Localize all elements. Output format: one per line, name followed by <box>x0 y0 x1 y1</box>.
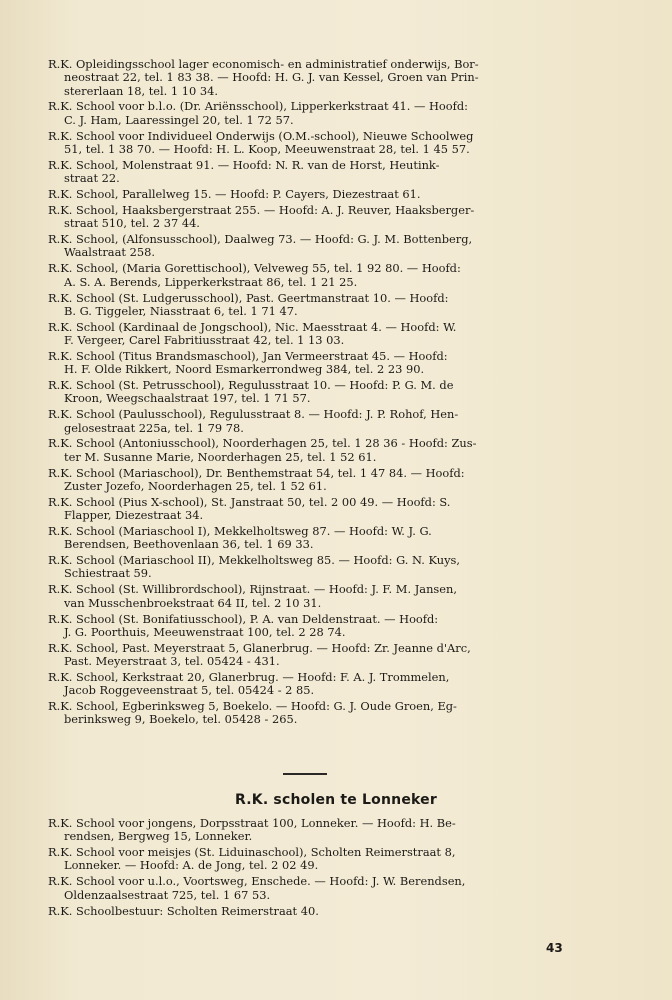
entry-line: R.K. School (Titus Brandsmaschool), Jan Vermeerstraat 45. — Hoofd: <box>48 348 448 363</box>
page-number: 43 <box>546 941 563 955</box>
school-entry <box>48 159 568 186</box>
entry-line: R.K. School, (Maria Gorettischool), Velveweg 55, tel. 1 92 80. — Hoofd: <box>48 261 461 276</box>
school-entry <box>48 817 568 844</box>
entry-line: ter M. Susanne Marie, Noorderhagen 25, tel. 1 52 61. <box>64 449 377 464</box>
entry-line: R.K. School (St. Willibrordschool), Rijnstraat. — Hoofd: J. F. M. Jansen, <box>48 582 457 597</box>
school-entry <box>48 58 568 98</box>
school-entry <box>48 130 568 157</box>
entry-line: R.K. School, Egberinksweg 5, Boekelo. — Hoofd: G. J. Oude Groen, Eg- <box>48 699 457 714</box>
entry-line: R.K. School (Mariaschool II), Mekkelholtsweg 85. — Hoofd: G. N. Kuys, <box>48 553 460 568</box>
entry-line: R.K. Opleidingsschool lager economisch- en administratief onderwijs, Bor- <box>48 57 479 71</box>
entry-line: R.K. Schoolbestuur: Scholten Reimerstraat 40. <box>48 903 319 918</box>
school-entry <box>48 321 568 348</box>
entry-line: R.K. School (Pius X-school), St. Janstraat 50, tel. 2 00 49. — Hoofd: S. <box>48 494 451 509</box>
entry-line: R.K. School (St. Bonifatiusschool), P. A. van Deldenstraat. — Hoofd: <box>48 611 439 626</box>
entry-line: A. S. A. Berends, Lipperkerkstraat 86, tel. 1 21 25. <box>64 274 358 289</box>
school-entry <box>48 292 568 319</box>
entry-line: Jacob Roggeveenstraat 5, tel. 05424 - 2 85. <box>64 683 315 698</box>
entry-line: F. Vergeer, Carel Fabritiusstraat 42, tel. 1 13 03. <box>64 332 345 347</box>
school-entry <box>48 700 568 727</box>
entry-line: H. F. Olde Rikkert, Noord Esmarkerrondweg 384, tel. 2 23 90. <box>64 362 425 377</box>
entry-line: Waalstraat 258. <box>64 245 155 260</box>
entry-line: R.K. School (Antoniusschool), Noorderhagen 25, tel. 1 28 36 - Hoofd: Zus- <box>48 436 477 451</box>
entry-line: R.K. School, Haaksbergerstraat 255. — Hoofd: A. J. Reuver, Haaksberger- <box>48 202 475 217</box>
entry-line: R.K. School voor Individueel Onderwijs (O.M.-school), Nieuwe Schoolweg <box>48 128 474 143</box>
entry-line: R.K. School voor u.l.o., Voortsweg, Enschede. — Hoofd: J. W. Berendsen, <box>48 874 466 889</box>
school-entry <box>48 262 568 289</box>
school-entry <box>48 583 568 610</box>
school-list-enschede <box>48 58 568 729</box>
entry-line: B. G. Tiggeler, Niasstraat 6, tel. 1 71 47. <box>64 303 298 318</box>
entry-line: Past. Meyerstraat 3, tel. 05424 - 431. <box>64 654 280 669</box>
school-entry <box>48 188 568 201</box>
entry-line: R.K. School, Parallelweg 15. — Hoofd: P. Cayers, Diezestraat 61. <box>48 187 421 202</box>
entry-line: van Musschenbroekstraat 64 II, tel. 2 10 31. <box>64 595 322 610</box>
entry-line: Kroon, Weegschaalstraat 197, tel. 1 71 57. <box>64 391 311 406</box>
entry-line: Oldenzaalsestraat 725, tel. 1 67 53. <box>64 887 271 902</box>
school-entry <box>48 905 568 918</box>
entry-line: R.K. School (St. Petrusschool), Regulusstraat 10. — Hoofd: P. G. M. de <box>48 378 454 393</box>
entry-line: neostraat 22, tel. 1 83 38. — Hoofd: H. G. J. van Kessel, Groen van Prin- <box>64 70 479 85</box>
school-entry <box>48 233 568 260</box>
entry-line: straat 510, tel. 2 37 44. <box>64 216 200 231</box>
entry-line: R.K. School (Paulusschool), Regulusstraat 8. — Hoofd: J. P. Rohof, Hen- <box>48 407 459 422</box>
school-entry <box>48 846 568 873</box>
school-entry <box>48 554 568 581</box>
school-entry <box>48 437 568 464</box>
school-entry <box>48 350 568 377</box>
school-entry <box>48 671 568 698</box>
school-entry <box>48 525 568 552</box>
entry-line: Lonneker. — Hoofd: A. de Jong, tel. 2 02 49. <box>64 858 319 873</box>
school-entry <box>48 467 568 494</box>
entry-line: R.K. School (Kardinaal de Jongschool), Nic. Maesstraat 4. — Hoofd: W. <box>48 319 457 334</box>
entry-line: C. J. Ham, Laaressingel 20, tel. 1 72 57. <box>64 112 294 127</box>
entry-line: R.K. School, (Alfonsusschool), Daalweg 73. — Hoofd: G. J. M. Bottenberg, <box>48 232 473 247</box>
entry-line: R.K. School voor jongens, Dorpsstraat 100, Lonneker. — Hoofd: H. Be- <box>48 816 456 830</box>
school-entry <box>48 642 568 669</box>
entry-line: R.K. School voor b.l.o. (Dr. Ariënsschool), Lipperkerkstraat 41. — Hoofd: <box>48 99 468 114</box>
entry-line: Schiestraat 59. <box>64 566 152 581</box>
entry-line: Flapper, Diezestraat 34. <box>64 508 204 523</box>
section-heading: R.K. scholen te Lonneker <box>235 792 437 808</box>
school-entry <box>48 496 568 523</box>
entry-line: R.K. School voor meisjes (St. Liduinaschool), Scholten Reimerstraat 8, <box>48 845 456 860</box>
entry-line: 51, tel. 1 38 70. — Hoofd: H. L. Koop, Meeuwenstraat 28, tel. 1 45 57. <box>64 141 470 156</box>
entry-line: R.K. School, Past. Meyerstraat 5, Glanerbrug. — Hoofd: Zr. Jeanne d'Arc, <box>48 640 471 655</box>
entry-line: R.K. School, Kerkstraat 20, Glanerbrug. — Hoofd: F. A. J. Trommelen, <box>48 669 450 684</box>
entry-line: stererlaan 18, tel. 1 10 34. <box>64 83 219 98</box>
entry-line: Berendsen, Beethovenlaan 36, tel. 1 69 33. <box>64 537 314 552</box>
entry-line: straat 22. <box>64 171 120 186</box>
entry-line: Zuster Jozefo, Noorderhagen 25, tel. 1 52 61. <box>64 478 327 493</box>
entry-line: gelosestraat 225a, tel. 1 79 78. <box>64 420 244 435</box>
entry-line: R.K. School (Mariaschool I), Mekkelholtsweg 87. — Hoofd: W. J. G. <box>48 524 432 538</box>
school-entry <box>48 613 568 640</box>
entry-line: rendsen, Bergweg 15, Lonneker. <box>64 829 253 844</box>
entry-line: berinksweg 9, Boekelo, tel. 05428 - 265. <box>64 712 298 727</box>
school-entry <box>48 204 568 231</box>
entry-line: R.K. School (Mariaschool), Dr. Benthemstraat 54, tel. 1 47 84. — Hoofd: <box>48 465 465 480</box>
school-list-lonneker <box>48 817 568 920</box>
entry-line: R.K. School (St. Ludgerusschool), Past. Geertmanstraat 10. — Hoofd: <box>48 290 449 305</box>
entry-line: J. G. Poorthuis, Meeuwenstraat 100, tel. 2 28 74. <box>64 624 346 639</box>
school-entry <box>48 875 568 902</box>
entry-line: R.K. School, Molenstraat 91. — Hoofd: N. R. van de Horst, Heutink- <box>48 157 440 172</box>
school-entry <box>48 379 568 406</box>
school-entry <box>48 408 568 435</box>
school-entry <box>48 100 568 127</box>
section-divider <box>283 773 327 775</box>
